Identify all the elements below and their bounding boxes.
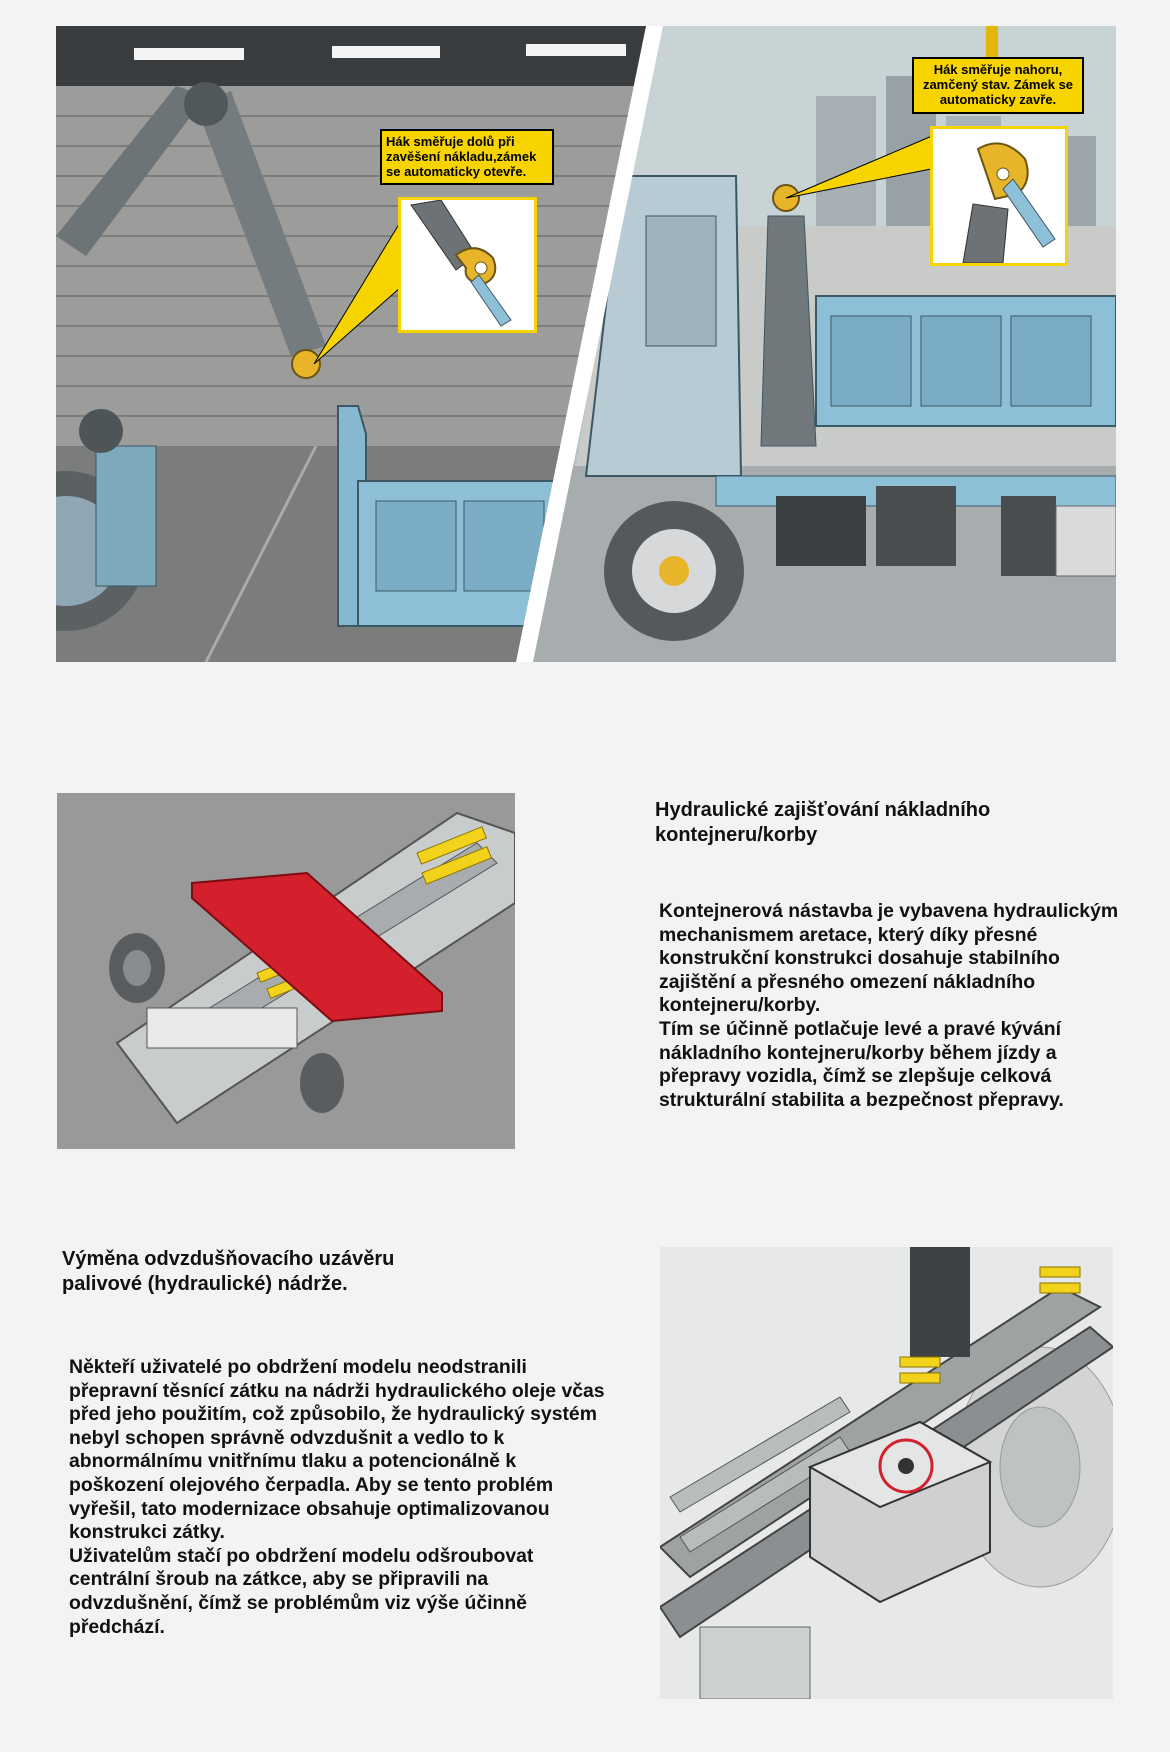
hook-open-detail-box: [398, 197, 537, 333]
hook-locked-detail-icon: [933, 129, 1065, 263]
section3-body: Někteří uživatelé po obdržení modelu neodstranili přepravní těsnící zátku na nádrži hydraulického oleje včas před jeho použitím, což způsobilo, že hydraulický systém nebyl schopen správně odvzdušnit a vedlo to k abnormálnímu vnitřnímu tlaku a potencionálně k poškození olejového čerpadla. Aby se tento problém vyřešil, tato modernizace obsahuje optimalizovanou konstrukci zátky. Uživatelům stačí po obdržení modelu odšroubovat centrální šroub na zátkce, aby se připravili na odvzdušnění, čímž se problémům viz výše účinně předchází.: [69, 1356, 605, 1638]
hook-open-detail-icon: [401, 200, 534, 330]
section2-body: Kontejnerová nástavba je vybavena hydraulickým mechanismem aretace, který díky přesné konstrukční konstrukci dosahuje stabilního zajištění a přesného omezení nákladního kontejneru/korby. Tím se účinně potlačuje levé a pravé kývání nákladního kontejneru/korby během jízdy a přepravy vozidla, čímž se zlepšuje celková strukturální stabilita a bezpečnost přepravy.: [659, 900, 1119, 1111]
hydraulic-lock-render: [57, 793, 515, 1149]
section2-heading: Hydraulické zajišťování nákladního kontejneru/korby: [655, 799, 991, 846]
section3-heading: Výměna odvzdušňovacího uzávěru palivové (hydraulické) nádrže.: [62, 1248, 395, 1295]
hook-lock-illustration: [56, 26, 1116, 662]
hook-locked-detail-box: [930, 126, 1068, 266]
callout-hook-down-label: Hák směřuje dolů při zavěšení nákladu,zámek se automaticky otevře.: [380, 129, 554, 185]
tank-breather-render: [660, 1247, 1113, 1699]
callout-hook-up-label: Hák směřuje nahoru, zamčený stav. Zámek se automaticky zavře.: [912, 57, 1084, 114]
